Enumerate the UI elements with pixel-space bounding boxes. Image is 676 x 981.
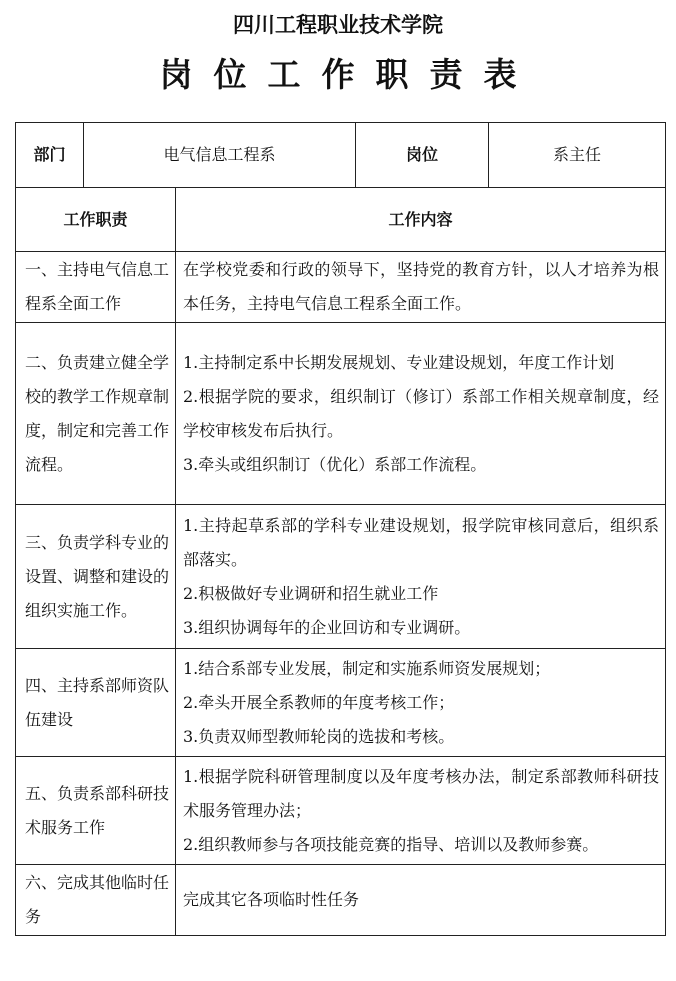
dept-label: 部门	[33, 145, 66, 164]
duty-cell	[16, 649, 175, 756]
duty-cell	[16, 323, 175, 504]
duty-cell	[16, 505, 175, 648]
content-cell	[176, 865, 665, 935]
post-value: 系主任	[552, 145, 601, 164]
content-item: 1.主持制定系中长期发展规划、专业建设规划，年度工作计划	[183, 352, 615, 372]
duty-text: 六、完成其他临时任务	[25, 873, 170, 926]
content-item: 2.组织教师参与各项技能竞赛的指导、培训以及教师参赛。	[183, 834, 599, 854]
content-item: 1.主持起草系部的学科专业建设规划，报学院审核同意后，组织系部落实。	[183, 515, 659, 569]
content-item: 1.根据学院科研管理制度以及年度考核办法，制定系部教师科研技术服务管理办法；	[183, 766, 659, 820]
content-item: 2.积极做好专业调研和招生就业工作	[183, 583, 439, 603]
duty-cell	[16, 252, 175, 322]
content-cell	[176, 649, 665, 756]
content-item: 完成其它各项临时性任务	[183, 890, 360, 909]
content-item: 3.负责双师型教师轮岗的选拔和考核。	[183, 726, 455, 746]
content-item: 3.牵头或组织制订（优化）系部工作流程。	[183, 454, 487, 474]
duty-text: 一、主持电气信息工程系全面工作	[25, 260, 170, 313]
content-item: 在学校党委和行政的领导下，坚持党的教育方针，以人才培养为根本任务，主持电气信息工程系全面工作。	[183, 260, 659, 313]
duty-column-header: 工作职责	[63, 209, 128, 229]
content-cell	[176, 323, 665, 504]
duty-cell	[16, 757, 175, 864]
content-cell	[176, 252, 665, 322]
content-cell	[176, 757, 665, 864]
content-item: 1.结合系部专业发展，制定和实施系师资发展规划；	[183, 658, 551, 678]
content-item: 3.组织协调每年的企业回访和专业调研。	[183, 617, 471, 637]
duty-cell	[16, 865, 175, 935]
duty-text: 五、负责系部科研技术服务工作	[25, 783, 170, 837]
content-cell	[176, 505, 665, 648]
duty-text: 二、负责建立健全学校的教学工作规章制度，制定和完善工作流程。	[25, 352, 170, 474]
content-item: 2.牵头开展全系教师的年度考核工作；	[183, 692, 455, 712]
content-column-header: 工作内容	[388, 209, 453, 229]
dept-value: 电气信息工程系	[163, 145, 276, 164]
school-name: 四川工程职业技术学院	[233, 13, 443, 37]
document-title: 岗位工作职责表	[159, 55, 538, 94]
content-item: 2.根据学院的要求，组织制订（修订）系部工作相关规章制度，经学校审核发布后执行。	[183, 386, 659, 440]
duty-text: 四、主持系部师资队伍建设	[25, 675, 170, 729]
post-label: 岗位	[405, 145, 438, 164]
duty-text: 三、负责学科专业的设置、调整和建设的组织实施工作。	[25, 532, 170, 620]
